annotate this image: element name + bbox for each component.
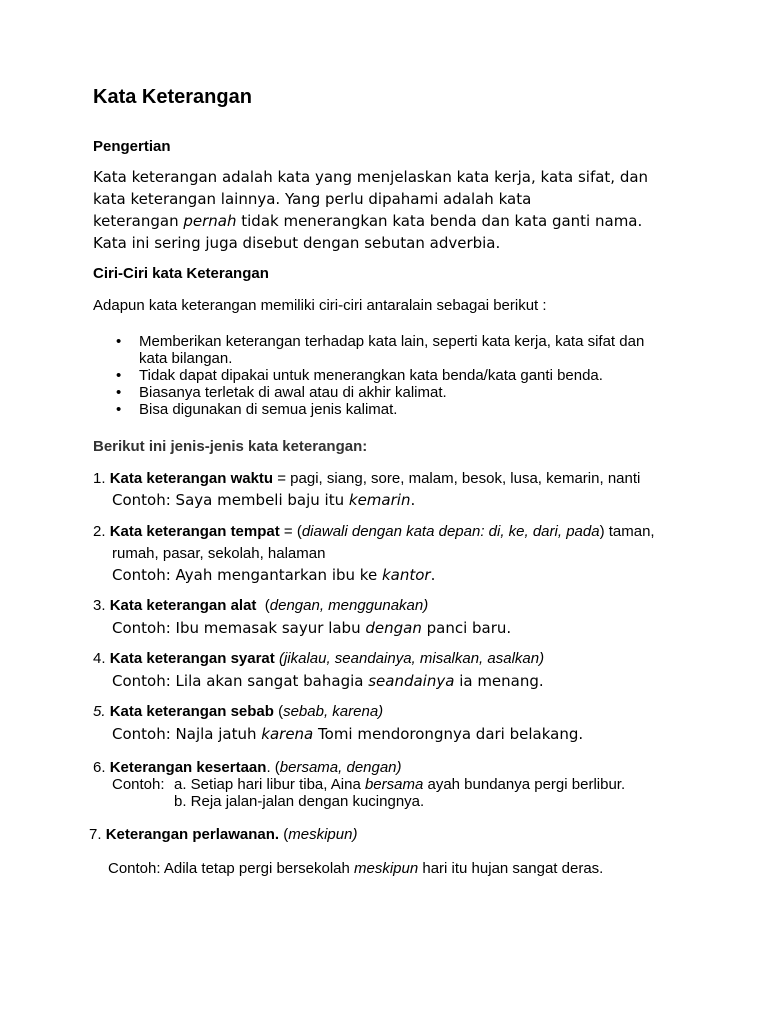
emphasis-text: kemarin [348, 491, 411, 509]
jenis-item-6 [93, 759, 402, 776]
text-span: Contoh: Adila tetap pergi bersekolah [108, 860, 354, 877]
bullet-mark: • [116, 367, 122, 384]
text-span: ( [256, 597, 270, 614]
bullet-mark: • [116, 401, 122, 418]
paragraph-line: Kata keterangan adalah kata yang menjelaskan kata kerja, kata sifat, dan [93, 168, 649, 186]
text-span: ayah bundanya pergi berlibur. [423, 776, 626, 793]
section-heading-jenis: Berikut ini jenis-jenis kata keterangan: [93, 438, 368, 455]
text-span: ia menang. [454, 672, 544, 690]
emphasis-text: karena [261, 725, 314, 743]
list-item: Memberikan keterangan terhadap kata lain, seperti kata kerja, kata sifat dan [139, 333, 645, 350]
jenis-item-5 [93, 703, 383, 720]
emphasis-text: kantor [381, 566, 431, 584]
text-span: Contoh: Ibu memasak sayur labu [112, 619, 366, 637]
text-span: keterangan [93, 212, 184, 230]
bullet-mark: • [116, 384, 122, 401]
emphasis-text: seandainya [368, 672, 455, 690]
paragraph-line [93, 212, 642, 230]
item-term: Kata keterangan waktu [109, 470, 274, 487]
example-label: Contoh: [112, 776, 165, 793]
emphasis-text: sebab, karena) [283, 703, 384, 720]
emphasis-text: (jikalau, seandainya, misalkan, asalkan) [274, 650, 545, 667]
example-line [112, 619, 511, 637]
section-heading-pengertian: Pengertian [93, 138, 171, 155]
list-item: Tidak dapat dipakai untuk menerangkan kata benda/kata ganti benda. [139, 367, 603, 384]
text-span: hari itu hujan sangat deras. [418, 860, 604, 877]
text-span: Contoh: Ayah mengantarkan ibu ke [112, 566, 382, 584]
item-number: 3. [93, 597, 106, 614]
emphasis-text: bersama [364, 776, 424, 793]
item-number: 1. [93, 470, 106, 487]
item-term: Kata keterangan syarat [109, 650, 275, 667]
emphasis-text: pernah [183, 212, 237, 230]
text-span: Contoh: Lila akan sangat bahagia [112, 672, 369, 690]
paragraph-line: kata keterangan lainnya. Yang perlu dipahami adalah kata [93, 190, 532, 208]
text-span: Tomi mendorongnya dari belakang. [313, 725, 584, 743]
jenis-item-2 [93, 523, 655, 540]
example-line [112, 566, 435, 584]
list-item: Bisa digunakan di semua jenis kalimat. [139, 401, 398, 418]
item-continuation: rumah, pasar, sekolah, halaman [112, 545, 326, 562]
ciri-intro: Adapun kata keterangan memiliki ciri-ciri antaralain sebagai berikut : [93, 297, 547, 314]
jenis-item-7 [89, 826, 357, 843]
example-line [112, 491, 415, 509]
text-span: ( [279, 826, 289, 843]
jenis-item-1 [93, 470, 640, 487]
item-number: 2. [93, 523, 106, 540]
text-span: . [410, 491, 416, 509]
emphasis-text: meskipun) [288, 826, 358, 843]
text-span: Contoh: Saya membeli baju itu [112, 491, 349, 509]
item-term: Kata keterangan tempat [109, 523, 280, 540]
emphasis-text: meskipun [354, 860, 419, 877]
text-span: ( [273, 703, 284, 720]
item-description: = pagi, siang, sore, malam, besok, lusa, kemarin, nanti [273, 470, 641, 487]
jenis-item-3 [93, 597, 428, 614]
paragraph-line: Kata ini sering juga disebut dengan sebutan adverbia. [93, 234, 501, 252]
text-span: . ( [266, 759, 280, 776]
text-span: Contoh: Najla jatuh [112, 725, 262, 743]
example-line [112, 725, 583, 743]
jenis-item-4 [93, 650, 544, 667]
text-span: = ( [279, 523, 302, 540]
item-number: 7. [89, 826, 102, 843]
example-line [112, 672, 544, 690]
item-term: Kata keterangan alat [109, 597, 257, 614]
emphasis-text: dengan, menggunakan) [269, 597, 429, 614]
text-span: ) taman, [599, 523, 655, 540]
page-title: Kata Keterangan [93, 86, 252, 108]
item-number: 5. [93, 703, 106, 720]
emphasis-text: bersama, dengan) [279, 759, 402, 776]
list-item: Biasanya terletak di awal atau di akhir kalimat. [139, 384, 447, 401]
item-term: Keterangan perlawanan. [105, 826, 280, 843]
item-term: Kata keterangan sebab [109, 703, 274, 720]
section-heading-ciri: Ciri-Ciri kata Keterangan [93, 265, 269, 282]
item-term: Keterangan kesertaan [109, 759, 267, 776]
example-line [108, 860, 603, 877]
emphasis-text: diawali dengan kata depan: di, ke, dari, pada [301, 523, 600, 540]
emphasis-text: dengan [365, 619, 422, 637]
text-span: a. Setiap hari libur tiba, Aina [174, 776, 365, 793]
item-number: 6. [93, 759, 106, 776]
example-line-b: b. Reja jalan-jalan dengan kucingnya. [174, 793, 425, 810]
example-line-a [174, 776, 625, 793]
item-number: 4. [93, 650, 106, 667]
text-span: tidak menerangkan kata benda dan kata ganti nama. [236, 212, 643, 230]
text-span: panci baru. [421, 619, 512, 637]
text-span: . [430, 566, 436, 584]
list-item-continuation: kata bilangan. [139, 350, 233, 367]
bullet-mark: • [116, 333, 122, 350]
